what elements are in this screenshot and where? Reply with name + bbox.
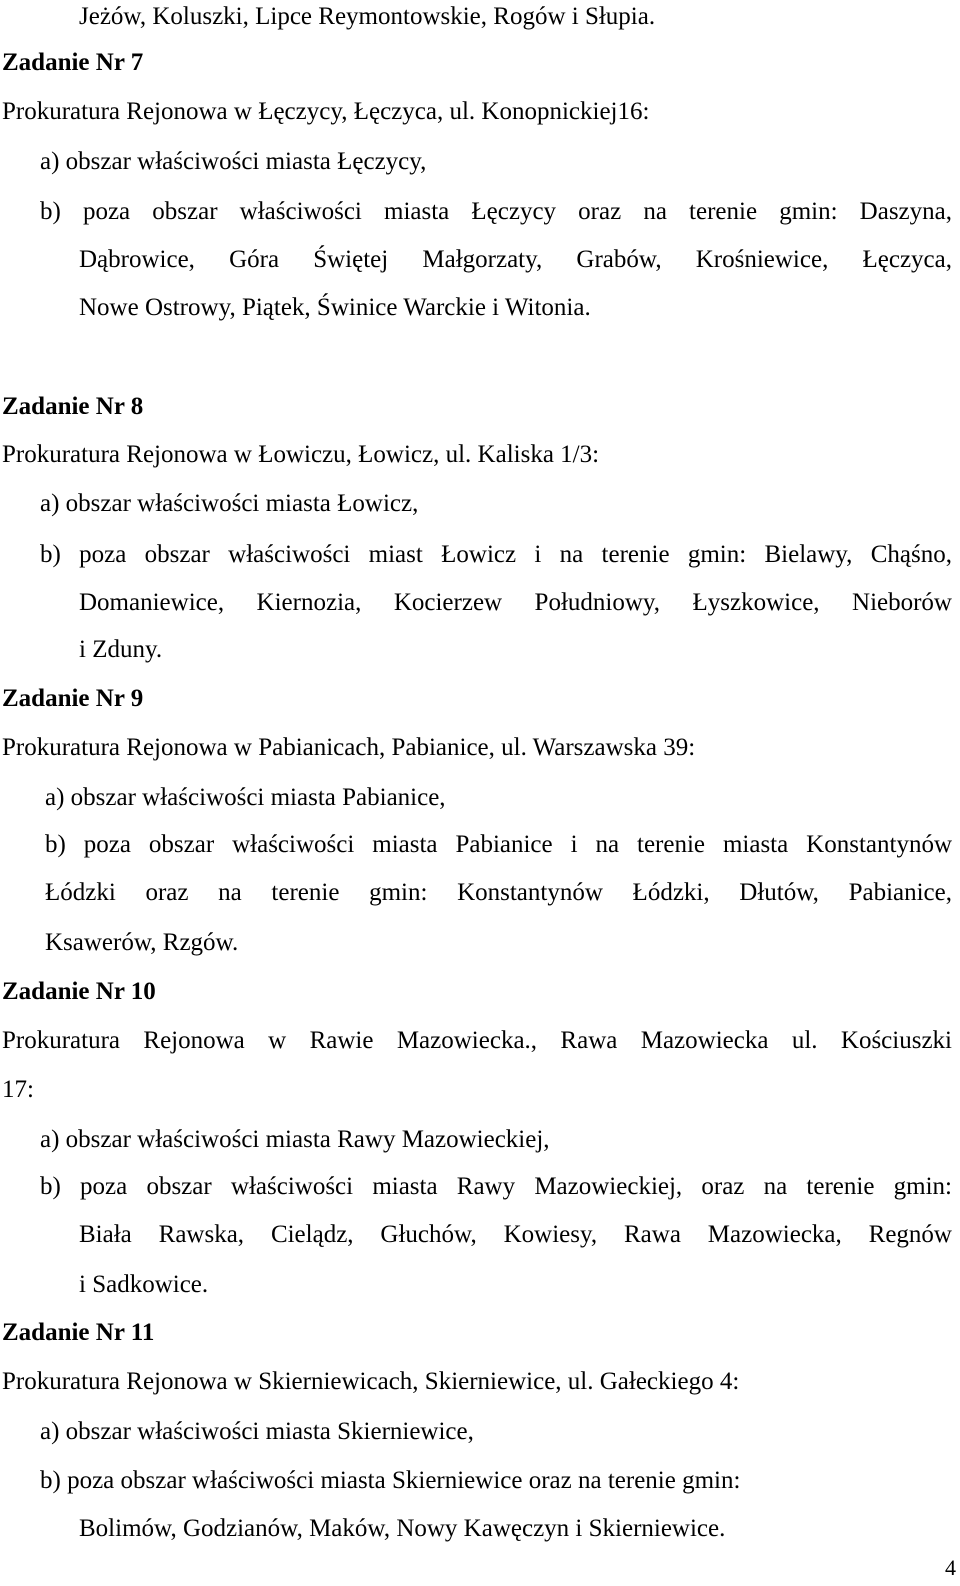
zadanie-7-office: Prokuratura Rejonowa w Łęczycy, Łęczyca, ul. Konopnickiej16: [2,98,650,125]
zadanie-8-item-b-line2: Domaniewice, Kiernozia, Kocierzew Południowy, Łyszkowice, Nieborów [79,589,952,616]
zadanie-9-item-b-line1: b) poza obszar właściwości miasta Pabianice i na terenie miasta Konstantynów [45,831,952,858]
zadanie-8-item-b-line1: b) poza obszar właściwości miast Łowicz i na terenie gmin: Bielawy, Chąśno, [40,541,952,568]
zadanie-10-heading: Zadanie Nr 10 [2,978,156,1005]
zadanie-9-heading: Zadanie Nr 9 [2,685,144,712]
zadanie-10-item-a: a) obszar właściwości miasta Rawy Mazowieckiej, [40,1126,550,1153]
zadanie-10-item-b-line2: Biała Rawska, Cielądz, Głuchów, Kowiesy, Rawa Mazowiecka, Regnów [79,1221,952,1248]
zadanie-9-office: Prokuratura Rejonowa w Pabianicach, Pabianice, ul. Warszawska 39: [2,734,696,761]
zadanie-7-item-b-line2: Dąbrowice, Góra Świętej Małgorzaty, Grabów, Krośniewice, Łęczyca, [79,246,952,273]
zadanie-7-item-b-line3: Nowe Ostrowy, Piątek, Świnice Warckie i Witonia. [79,294,591,321]
zadanie-9-item-b-line3: Ksawerów, Rzgów. [45,929,239,956]
zadanie-7-item-a: a) obszar właściwości miasta Łęczycy, [40,148,427,175]
zadanie-9-item-b-line2: Łódzki oraz na terenie gmin: Konstantynów Łódzki, Dłutów, Pabianice, [45,879,952,906]
zadanie-10-office-line2: 17: [2,1076,34,1103]
zadanie-10-item-b-line3: i Sadkowice. [79,1271,209,1298]
prev-section-tail: Jeżów, Koluszki, Lipce Reymontowskie, Rogów i Słupia. [79,3,656,30]
zadanie-8-heading: Zadanie Nr 8 [2,393,144,420]
zadanie-11-item-a: a) obszar właściwości miasta Skierniewice, [40,1418,474,1445]
zadanie-8-item-b-line3: i Zduny. [79,636,163,663]
zadanie-9-item-a: a) obszar właściwości miasta Pabianice, [45,784,446,811]
zadanie-10-item-b-line1: b) poza obszar właściwości miasta Rawy Mazowieckiej, oraz na terenie gmin: [40,1173,952,1200]
zadanie-10-office-line1: Prokuratura Rejonowa w Rawie Mazowiecka., Rawa Mazowiecka ul. Kościuszki [2,1027,952,1054]
zadanie-8-item-a: a) obszar właściwości miasta Łowicz, [40,490,419,517]
zadanie-11-heading: Zadanie Nr 11 [2,1319,155,1346]
zadanie-8-office: Prokuratura Rejonowa w Łowiczu, Łowicz, ul. Kaliska 1/3: [2,441,600,468]
zadanie-11-item-b-line2: Bolimów, Godzianów, Maków, Nowy Kawęczyn i Skierniewice. [79,1515,726,1542]
zadanie-7-heading: Zadanie Nr 7 [2,49,144,76]
zadanie-11-item-b-line1: b) poza obszar właściwości miasta Skierniewice oraz na terenie gmin: [40,1467,741,1494]
page-number: 4 [945,1555,956,1580]
zadanie-7-item-b-line1: b) poza obszar właściwości miasta Łęczycy oraz na terenie gmin: Daszyna, [40,198,952,225]
zadanie-11-office: Prokuratura Rejonowa w Skierniewicach, Skierniewice, ul. Gałeckiego 4: [2,1368,740,1395]
